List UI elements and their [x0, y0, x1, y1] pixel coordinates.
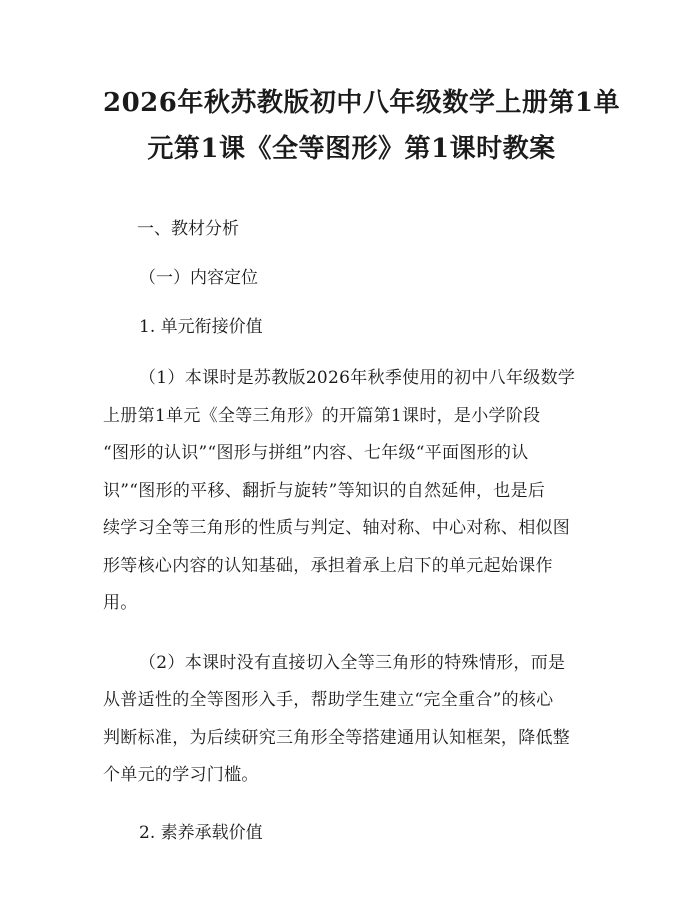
item-heading-literacy-value: 2. 素养承载价值 [139, 822, 263, 843]
paragraph-line: 判断标准，为后续研究三角形全等搭建通用认知框架，降低整 [103, 727, 571, 748]
paragraph-line: 上册第1单元《全等三角形》的开篇第1课时，是小学阶段 [103, 405, 541, 426]
title-line-1: 2026年秋苏教版初中八年级数学上册第1单 [103, 88, 620, 118]
item-heading-unit-connection-value: 1. 单元衔接价值 [139, 317, 263, 337]
paragraph-line: 从普适性的全等图形入手，帮助学生建立“完全重合”的核心 [103, 690, 554, 710]
paragraph-1 [103, 360, 600, 623]
paragraph-2 [103, 645, 600, 795]
paragraph-line: 个单元的学习门槛。 [103, 765, 259, 785]
paragraph-line: 用。 [103, 593, 138, 613]
paragraph-line: 形等核心内容的认知基础，承担着承上启下的单元起始课作 [103, 555, 553, 576]
paragraph-line: 续学习全等三角形的性质与判定、轴对称、中心对称、相似图 [103, 518, 571, 538]
title-line-2: 元第1课《全等图形》第1课时教案 [147, 134, 556, 164]
subsection-heading-content-positioning: （一）内容定位 [139, 268, 258, 288]
paragraph-line: 识”“图形的平移、翻折与旋转”等知识的自然延伸，也是后 [103, 480, 546, 501]
paragraph-line: （2）本课时没有直接切入全等三角形的特殊情形，而是 [139, 652, 566, 673]
document-title [103, 80, 620, 172]
paragraph-line: “图形的认识”“图形与拼组”内容、七年级“平面图形的认 [103, 443, 529, 463]
section-heading-teaching-material-analysis: 一、教材分析 [137, 219, 239, 239]
paragraph-line: （1）本课时是苏教版2026年秋季使用的初中八年级数学 [139, 368, 576, 388]
